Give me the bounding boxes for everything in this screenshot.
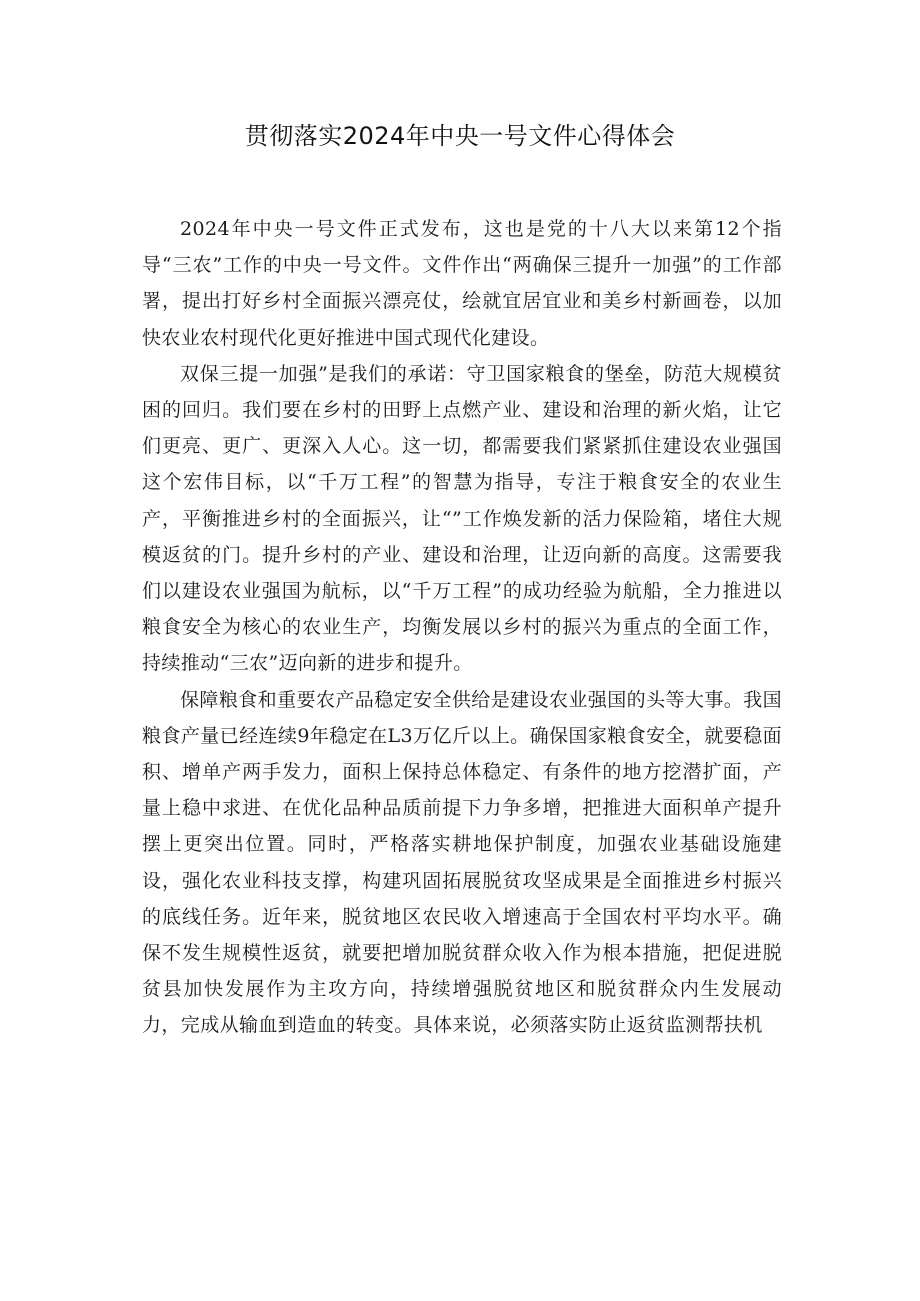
paragraph-3: 保障粮食和重要农产品稳定安全供给是建设农业强国的头等大事。我国粮食产量已经连续9年稳定在L3万亿斤以上。确保国家粮食安全，就要稳面积、增单产两手发力，面积上保持总体稳定、有条件的地方挖潜扩面，产量上稳中求进、在优化品种品质前提下力争多增，把推进大面积单产提升摆上更突出位置。同时，严格落实耕地保护制度，加强农业基础设施建设，强化农业科技支撑，构建巩固拓展脱贫攻坚成果是全面推进乡村振兴的底线任务。近年来，脱贫地区农民收入增速高于全国农村平均水平。确保不发生规模性返贫，就要把增加脱贫群众收入作为根本措施，把促进脱贫县加快发展作为主攻方向，持续增强脱贫地区和脱贫群众内生发展动力，完成从输血到造血的转变。具体来说，必须落实防止返贫监测帮扶机 xyxy=(142,688,782,1037)
document-body xyxy=(142,211,782,1044)
paragraph-1: 2024年中央一号文件正式发布，这也是党的十八大以来第12个指导“三农”工作的中央一号文件。文件作出“两确保三提升一加强”的工作部署，提出打好乡村全面振兴漂亮仗，绘就宜居宜业和美乡村新画卷，以加快农业农村现代化更好推进中国式现代化建设。 xyxy=(142,218,782,349)
document-title: 贯彻落实2024年中央一号文件心得体会 xyxy=(244,122,676,150)
paragraph-2: 双保三提一加强”是我们的承诺：守卫国家粮食的堡垒，防范大规模贫困的回归。我们要在乡村的田野上点燃产业、建设和治理的新火焰，让它们更亮、更广、更深入人心。这一切，都需要我们紧紧抓住建设农业强国这个宏伟目标，以“千万工程”的智慧为指导，专注于粮食安全的农业生产，平衡推进乡村的全面振兴，让“”工作焕发新的活力保险箱，堵住大规模返贫的门。提升乡村的产业、建设和治理，让迈向新的高度。这需要我们以建设农业强国为航标，以“千万工程”的成功经验为航船，全力推进以粮食安全为核心的农业生产，均衡发展以乡村的振兴为重点的全面工作，持续推动“三农”迈向新的进步和提升。 xyxy=(142,362,782,675)
